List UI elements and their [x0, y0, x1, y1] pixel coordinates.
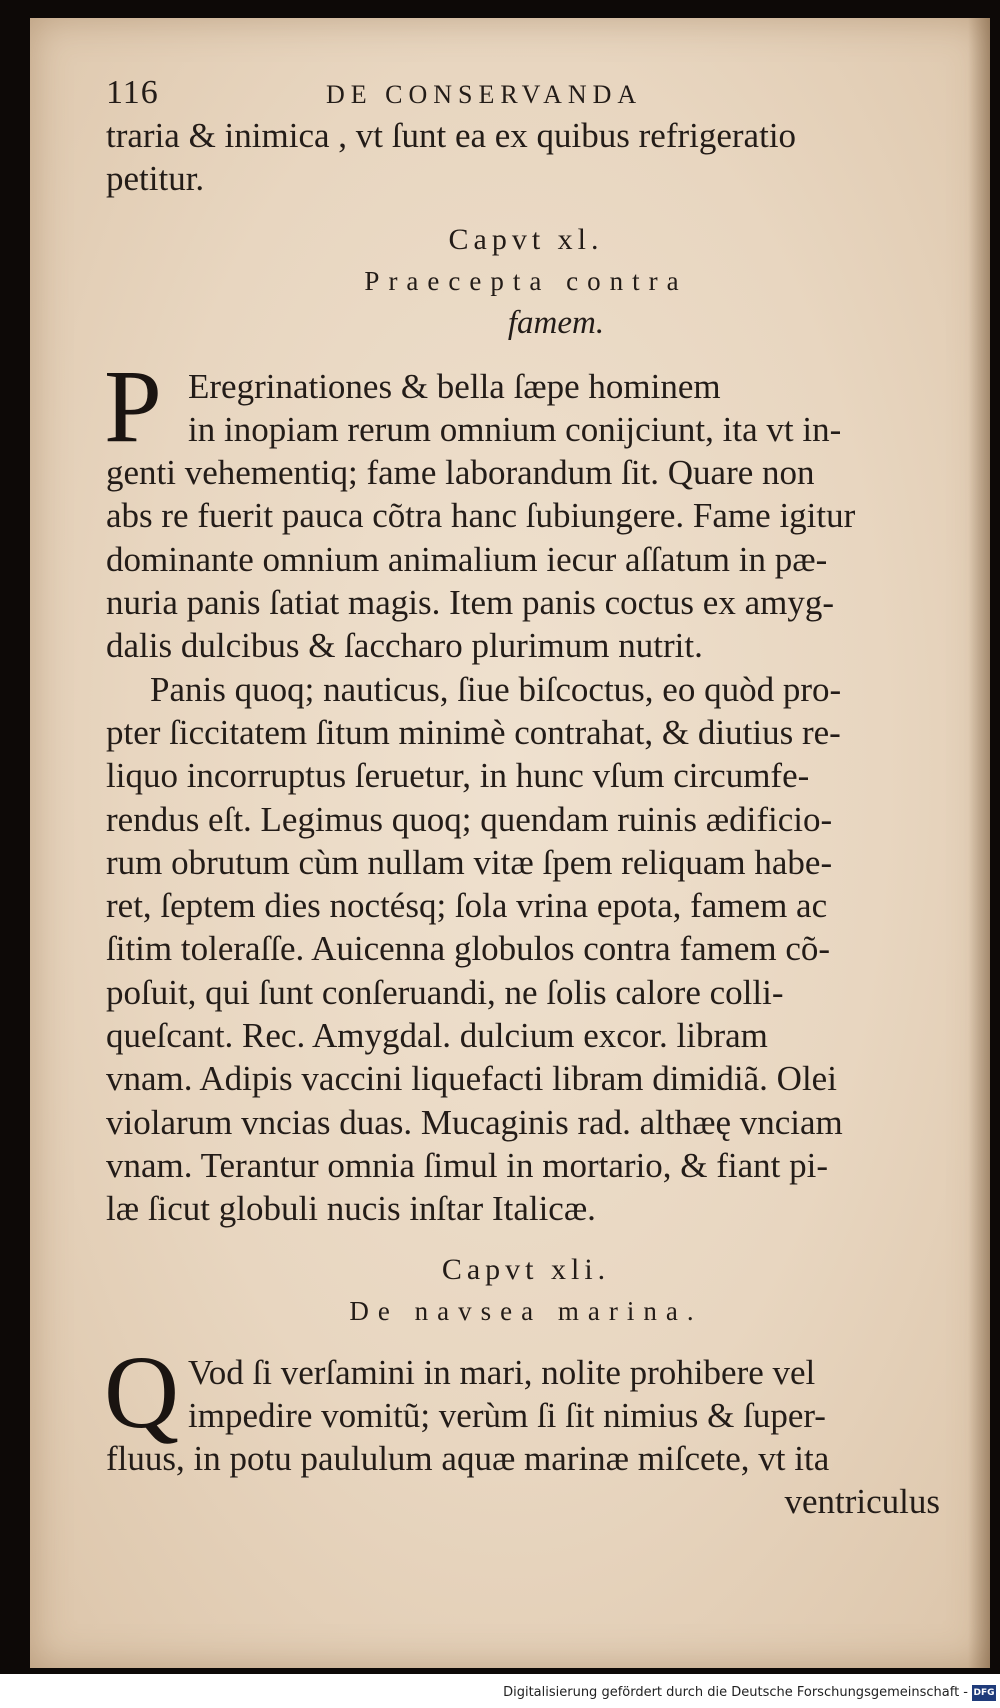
digitization-footer: [0, 1674, 1000, 1708]
text-line: fluus, in potu paululum aquæ marinæ miſcete, vt ita: [106, 1439, 830, 1479]
text-line: rendus eſt. Legimus quoq; quendam ruinis ædificio-: [106, 799, 833, 839]
text-line: vnam. Terantur omnia ſimul in mortario, & fiant pi-: [106, 1145, 829, 1185]
text-line: ſitim toleraſſe. Auicenna globulos contra famem cõ-: [106, 929, 831, 969]
running-header: [106, 68, 946, 114]
text-line: abs re fuerit pauca cõtra hanc ſubiungere. Fame igitur: [106, 496, 856, 536]
text-line: rum obrutum cùm nullam vitæ ſpem reliquam habe-: [106, 842, 833, 882]
drop-cap-initial: P: [104, 348, 162, 464]
text-line: poſuit, qui ſunt conſeruandi, ne ſolis calore colli-: [106, 972, 784, 1012]
chapter-40-subtitle: famem.: [507, 304, 605, 341]
text-line: traria & inimica , vt ſunt ea ex quibus refrigeratio: [106, 116, 797, 155]
text-line: dalis dulcibus & ſaccharo plurimum nutrit.: [106, 626, 703, 666]
chapter-40-number: Capvt xl.: [448, 222, 604, 256]
text-line: Eregrinationes & bella ſæpe hominem: [188, 366, 721, 406]
text-line: ret, ſeptem dies noctésq; ſola vrina epota, famem ac: [106, 886, 828, 926]
text-line: læ ſicut globuli nucis inſtar Italicæ.: [106, 1189, 596, 1229]
text-line: Panis quoq; nauticus, ſiue biſcoctus, eo quòd pro-: [150, 669, 842, 709]
text-line: liquo incorruptus ſeruetur, in hunc vſum circumfe-: [106, 756, 810, 796]
chapter-41-number: Capvt xli.: [441, 1252, 611, 1286]
running-title: DE CONSERVANDA: [326, 80, 643, 109]
text-line: impedire vomitũ; verùm ſi ſit nimius & ſuper-: [188, 1395, 826, 1435]
text-line: pter ſiccitatem ſitum minimè contrahat, & diutius re-: [106, 712, 841, 752]
text-line: petitur.: [106, 159, 205, 199]
chapter-41-paragraph-1: [104, 1334, 946, 1481]
dfg-logo-icon: DFG: [972, 1685, 996, 1701]
chapter-41-title: De navsea marina.: [349, 1295, 703, 1326]
page-text: [106, 68, 946, 1523]
text-line: nuria panis ſatiat magis. Item panis coctus ex amyg-: [106, 583, 834, 623]
funding-credit: Digitalisierung gefördert durch die Deutsche Forschungsgemeinschaft -: [503, 1685, 968, 1700]
text-line: violarum vncias duas. Mucaginis rad. althæę vnciam: [106, 1102, 843, 1142]
text-line: in inopiam rerum omnium conijciunt, ita vt in-: [188, 409, 842, 449]
chapter-40-paragraph-2: [106, 668, 946, 1231]
chapter-40-title: Praecepta contra: [364, 265, 688, 296]
page-number: 116: [106, 74, 159, 111]
text-line: Vod ſi verſamini in mari, nolite prohibere vel: [188, 1352, 816, 1392]
catchword: ventriculus: [784, 1482, 940, 1522]
text-line: vnam. Adipis vaccini liquefacti libram dimidiã. Olei: [106, 1059, 837, 1099]
drop-cap-initial: Q: [104, 1334, 180, 1450]
page-gutter-shadow: [968, 18, 990, 1668]
text-line: dominante omnium animalium iecur aſſatum in pæ-: [106, 539, 828, 579]
chapter-40-paragraph-1: [104, 348, 946, 668]
text-line: genti vehementiq; fame laborandum ſit. Quare non: [106, 453, 815, 493]
text-line: queſcant. Rec. Amygdal. dulcium excor. libram: [106, 1016, 768, 1056]
